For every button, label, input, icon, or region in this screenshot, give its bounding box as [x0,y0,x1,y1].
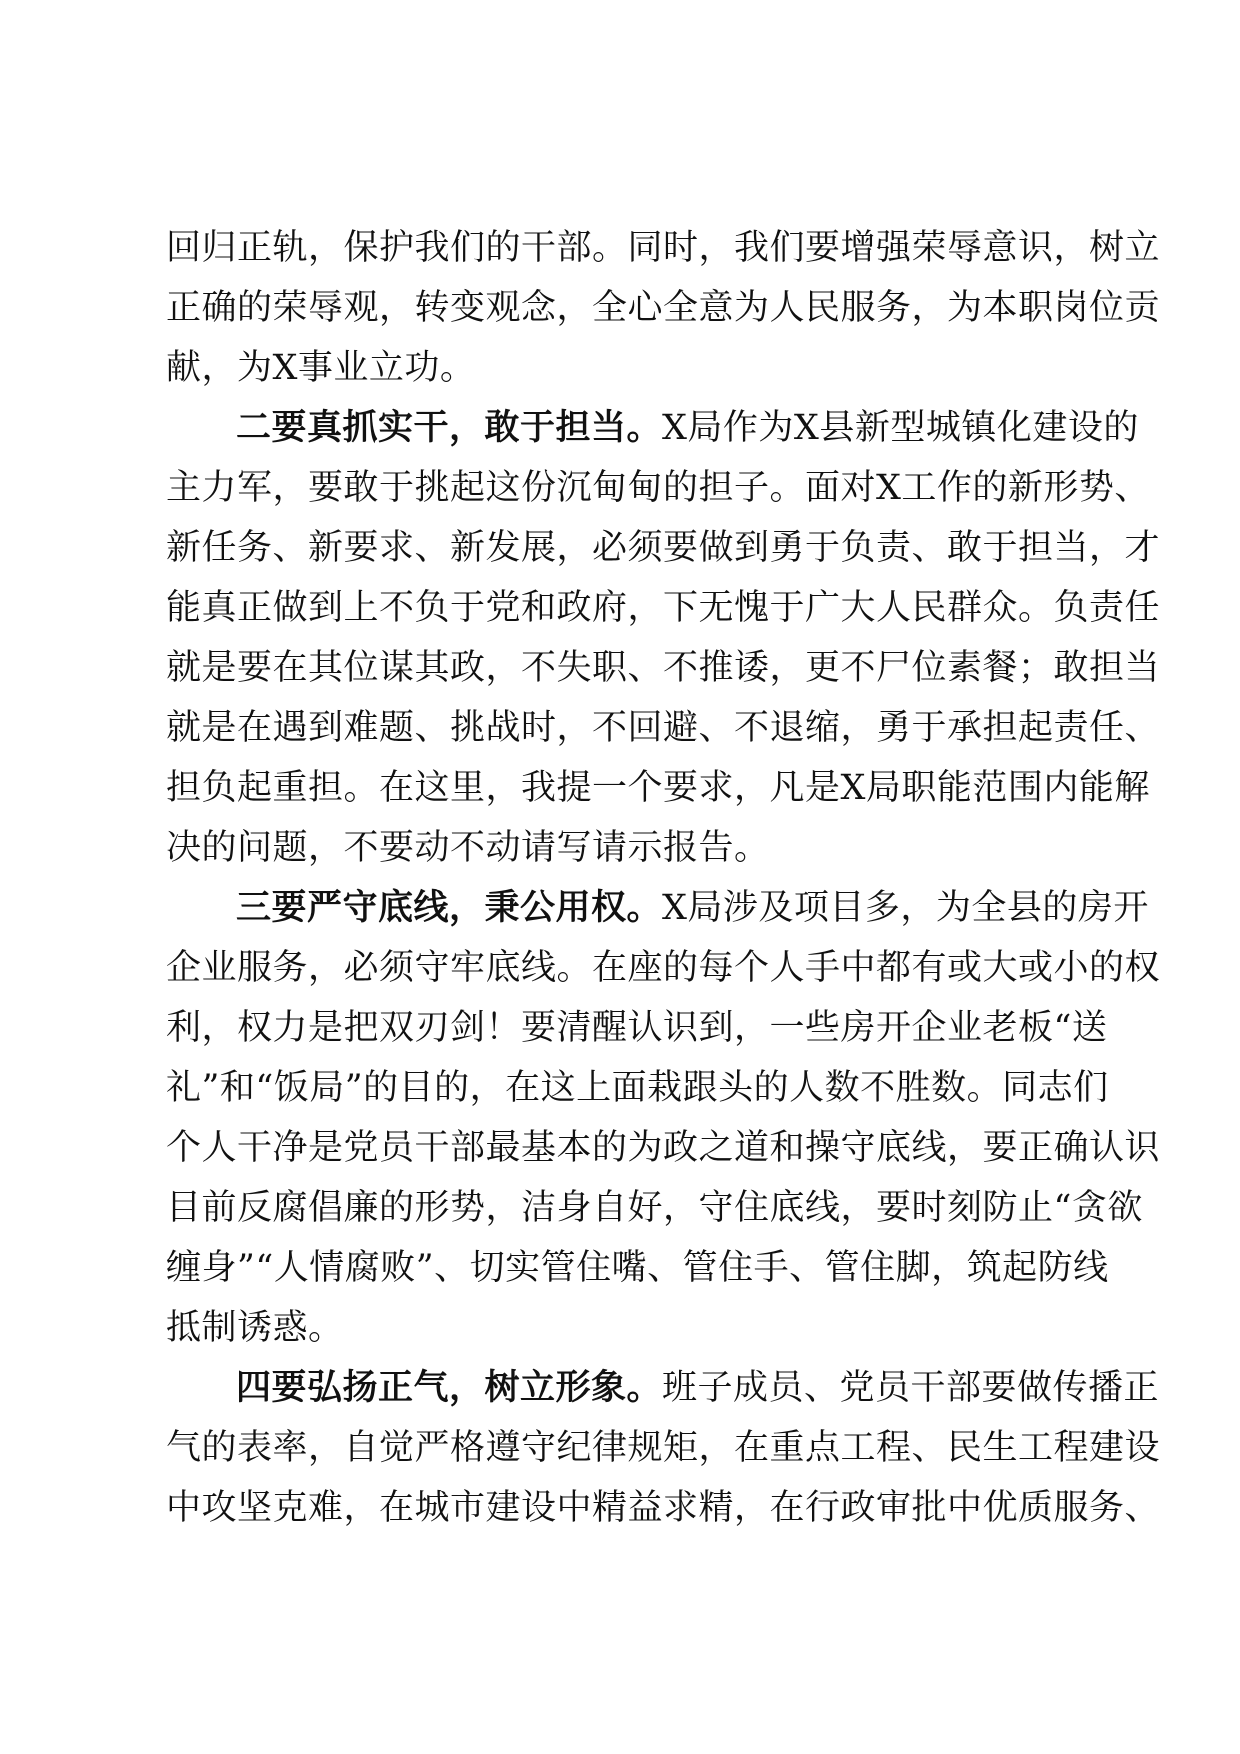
text-run: X局作为X县新型城镇化建设的 [662,408,1139,448]
paragraph-heading: 四要弘扬正气，树立形象。 [236,1367,663,1408]
text-run: 班子成员、党员干部要做传播正 [662,1368,1160,1408]
text-line: 回归正轨，保护我们的干部。同时，我们要增强荣辱意识，树立 [166,228,1161,268]
text-line: 中攻坚克难，在城市建设中精益求精，在行政审批中优质服务、 [166,1488,1161,1528]
paragraph-point-three [166,878,1161,1358]
text-line: 企业服务，必须守牢底线。在座的每个人手中都有或大或小的权 [166,948,1161,988]
text-line: 礼”和“饭局”的目的，在这上面栽跟头的人数不胜数。同志们 [166,1068,1109,1108]
paragraph-continuation [166,218,1161,398]
text-line [166,398,1139,458]
text-line: 能真正做到上不负于党和政府，下无愧于广大人民群众。负责任 [166,588,1161,628]
text-line [166,878,1149,938]
paragraph-heading: 二要真抓实干，敢于担当。 [236,407,663,448]
text-line [166,1358,1160,1418]
text-line: 目前反腐倡廉的形势，洁身自好，守住底线，要时刻防止“贪欲 [166,1188,1143,1228]
paragraph-point-two [166,398,1161,878]
text-line: 抵制诱惑。 [166,1308,344,1348]
text-line: 个人干净是党员干部最基本的为政之道和操守底线，要正确认识 [166,1128,1161,1168]
text-line: 就是要在其位谋其政，不失职、不推诿，更不尸位素餐；敢担当 [166,648,1161,688]
paragraph-heading: 三要严守底线，秉公用权。 [236,887,663,928]
text-line: 献，为X事业立功。 [166,348,476,388]
text-line: 正确的荣辱观，转变观念，全心全意为人民服务，为本职岗位贡 [166,288,1161,328]
text-line: 主力军，要敢于挑起这份沉甸甸的担子。面对X工作的新形势、 [166,468,1150,508]
text-run: X局涉及项目多，为全县的房开 [662,888,1149,928]
text-line: 就是在遇到难题、挑战时，不回避、不退缩，勇于承担起责任、 [166,708,1161,748]
text-line: 缠身”“人情腐败”、切实管住嘴、管住手、管住脚，筑起防线 [166,1248,1109,1288]
paragraph-point-four [166,1358,1161,1538]
text-line: 新任务、新要求、新发展，必须要做到勇于负责、敢于担当，才 [166,528,1161,568]
text-line: 利，权力是把双刃剑！要清醒认识到，一些房开企业老板“送 [166,1008,1108,1048]
text-line: 气的表率，自觉严格遵守纪律规矩，在重点工程、民生工程建设 [166,1428,1161,1468]
text-line: 担负起重担。在这里，我提一个要求，凡是X局职能范围内能解 [166,768,1150,808]
text-line: 决的问题，不要动不动请写请示报告。 [166,828,770,868]
document-page [166,218,1161,1538]
